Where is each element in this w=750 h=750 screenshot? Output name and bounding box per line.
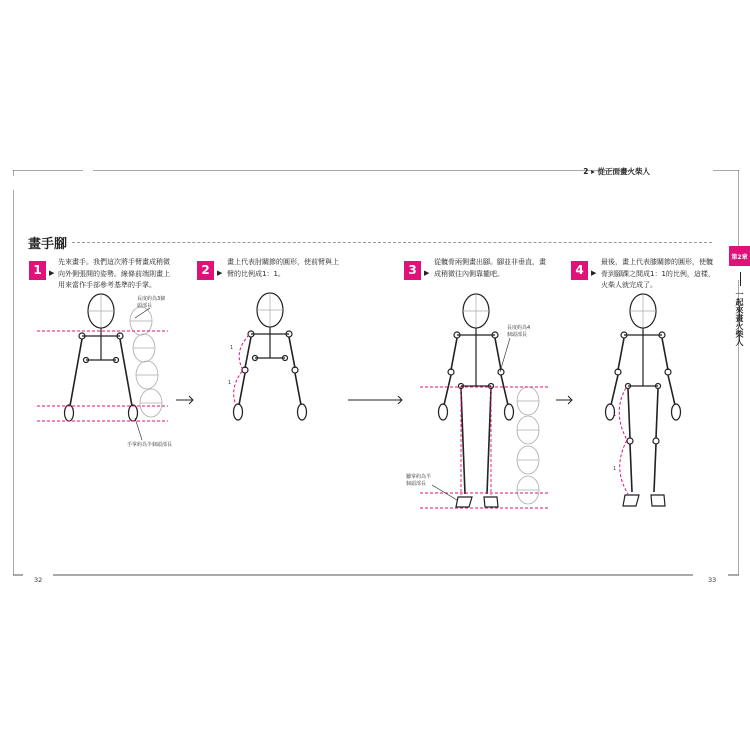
step-4-line-1: 最後，畫上代表膝關節的圓形，使髖 — [601, 258, 713, 266]
ratio-mark-1: 1 — [230, 345, 234, 351]
page-number-right: 33 — [708, 576, 717, 584]
note-foot-size — [406, 474, 431, 488]
note-arm-length-line-1: 長度約為3個 — [137, 296, 166, 302]
ratio-mark-2: 1 — [228, 380, 232, 386]
step-2-line-1: 畫上代表肘關節的圓形，使前臂與上 — [227, 258, 339, 266]
note-leg-length-line-1: 長度約為4 — [507, 325, 531, 331]
note-hand-size: 手掌約為半個頭部長 — [127, 442, 173, 448]
page-number-left: 32 — [34, 576, 43, 584]
chapter-tab-vertical: 一起來畫火柴人 — [735, 290, 744, 346]
figure-4 — [606, 294, 681, 506]
section-title: 畫手腳 — [28, 237, 68, 252]
note-foot-size-line-2: 個頭部長 — [406, 481, 427, 487]
step-2-number: 2 — [197, 261, 214, 280]
step-4-line-2: 骨到腳踝之間成1：1的比例，這樣， — [601, 269, 715, 278]
step-1-line-1: 先來畫手。我們這次將手臂畫成稍微 — [58, 258, 170, 266]
step-3-arrow-icon: ▶ — [424, 269, 430, 277]
note-arm-length-line-2: 頭部長 — [137, 303, 153, 309]
figure-1 — [37, 294, 168, 440]
chapter-header: 2 ▸ 從正面畫火柴人 — [583, 167, 650, 176]
chapter-tab-label: 第2章 — [731, 254, 748, 261]
ratio-mark-3: 1 — [613, 412, 617, 418]
step-3-line-2: 成稍微往內側靠攏吧。 — [434, 269, 504, 278]
step-4-line-3: 火柴人就完成了。 — [601, 281, 657, 289]
step-1-arrow-icon: ▶ — [49, 269, 55, 277]
note-foot-size-line-1: 腳掌約為半 — [406, 474, 432, 480]
step-1-line-3: 用來當作手部參考基準的手掌。 — [58, 281, 156, 289]
note-leg-length — [507, 325, 530, 339]
step-3-number: 3 — [404, 261, 421, 280]
step-2-line-2: 臂的比例成1：1。 — [227, 269, 285, 278]
note-leg-length-line-2: 個頭部長 — [507, 332, 528, 338]
step-3-line-1: 從髖骨兩側畫出腳。腳並非垂直，畫 — [434, 258, 546, 266]
step-1-line-2: 向外側張開的姿勢。線條前端則畫上 — [58, 269, 170, 278]
ratio-mark-4: 1 — [613, 466, 617, 472]
note-arm-length — [137, 296, 165, 310]
step-4-number: 4 — [571, 261, 588, 280]
step-1-number: 1 — [29, 261, 46, 280]
step-2-arrow-icon: ▶ — [217, 269, 223, 277]
step-4-arrow-icon: ▶ — [591, 269, 597, 277]
figure-2 — [234, 293, 307, 420]
